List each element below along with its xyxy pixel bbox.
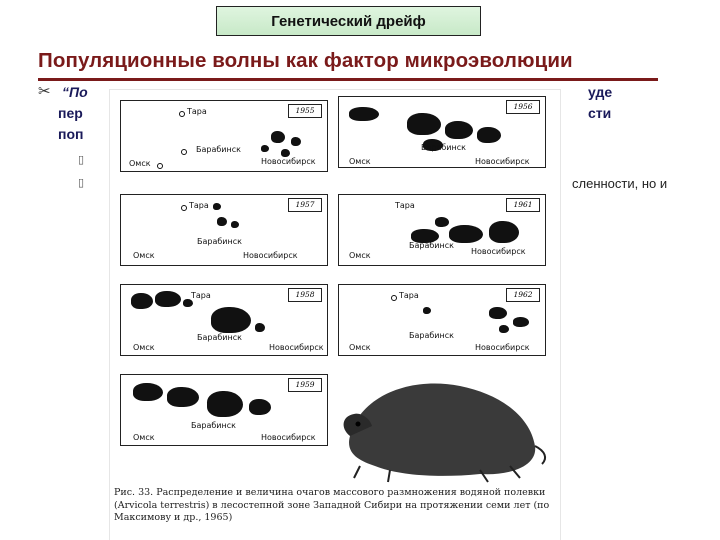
outbreak-blob [435,217,449,227]
sub-bullet-icon: ▯ [78,154,85,166]
outbreak-blob [271,131,285,143]
panel-year: 1958 [288,288,322,302]
city-label-novosibirsk: Новосибирск [471,247,526,256]
outbreak-blob [349,107,379,121]
bullet-text-line5-end: сленности, но и [572,176,668,191]
city-label-novosibirsk: Новосибирск [475,157,530,166]
heading-underline [38,78,658,81]
bullet-text-line1-end: уде [588,84,613,100]
city-label-omsk: Омск [129,159,151,168]
outbreak-blob [155,291,181,307]
city-label-barabinsk: Барабинск [191,421,236,430]
outbreak-blob [213,203,221,210]
city-label-tara: Тара [395,201,415,210]
city-label-barabinsk: Барабинск [197,237,242,246]
outbreak-blob [291,137,301,146]
outbreak-blob [449,225,483,243]
city-label-tara: Тара [191,291,211,300]
sub-bullet-icon: ▯ [78,177,85,189]
map-panel-1962 [338,284,546,356]
figure-vole-outbreak-maps [110,90,560,540]
outbreak-blob [489,307,507,319]
outbreak-blob [231,221,239,228]
outbreak-blob [255,323,265,332]
map-panel-1957 [120,194,328,266]
city-label-omsk: Омск [349,157,371,166]
bullet-text-line2-start: пер [58,105,83,121]
city-label-novosibirsk: Новосибирск [261,433,316,442]
panel-year: 1959 [288,378,322,392]
outbreak-blob [207,391,243,417]
outbreak-blob [477,127,501,143]
slide-title-box [216,6,481,36]
city-label-omsk: Омск [133,251,155,260]
city-marker [157,163,163,169]
city-label-barabinsk: Барабинск [421,143,466,152]
city-label-barabinsk: Барабинск [409,241,454,250]
outbreak-blob [211,307,251,333]
map-panel-1959 [120,374,328,446]
city-label-barabinsk: Барабинск [409,331,454,340]
city-label-tara: Тара [399,291,419,300]
outbreak-blob [513,317,529,327]
city-label-tara: Тара [395,107,415,116]
panel-year: 1961 [506,198,540,212]
bullet-text-line3-start: поп [58,126,84,142]
city-label-novosibirsk: Новосибирск [475,343,530,352]
map-panel-1958 [120,284,328,356]
bullet-arrow-icon: ✂ [38,83,51,100]
outbreak-blob [167,387,199,407]
bullet-text-line2-end: сти [588,105,612,121]
city-label-tara: Тара [191,381,211,390]
city-label-barabinsk: Барабинск [196,145,241,154]
city-label-omsk: Омск [349,251,371,260]
city-label-novosibirsk: Новосибирск [269,343,324,352]
outbreak-blob [133,383,163,401]
outbreak-blob [499,325,509,333]
city-label-tara: Тара [189,201,209,210]
city-marker [181,149,187,155]
bullet-text-line1-start: “По [62,84,88,100]
city-label-omsk: Омск [133,343,155,352]
outbreak-blob [217,217,227,226]
map-panel-1956 [338,96,546,168]
city-label-omsk: Омск [349,343,371,352]
outbreak-blob [281,149,290,157]
city-marker [181,205,187,211]
slide-heading: Популяционные волны как фактор микроэволюции [38,49,573,72]
panel-year: 1955 [288,104,322,118]
outbreak-blob [407,113,441,135]
figure-caption: Рис. 33. Распределение и величина очагов массового размножения водяной полевки (Arvicola terrestris) в лесостепной зоне Западной Сибири на протяжении семи лет (по Максимову и др., 1965) [114,487,550,523]
outbreak-blob [423,307,431,314]
panel-year: 1962 [506,288,540,302]
panel-year: 1957 [288,198,322,212]
outbreak-blob [489,221,519,243]
slide-title: Генетический дрейф [271,12,426,30]
outbreak-blob [249,399,271,415]
map-panel-1961 [338,194,546,266]
outbreak-blob [183,299,193,307]
city-marker [179,111,185,117]
water-vole-illustration [330,366,550,486]
panel-year: 1956 [506,100,540,114]
outbreak-blob [261,145,269,152]
city-label-barabinsk: Барабинск [197,333,242,342]
city-label-novosibirsk: Новосибирск [243,251,298,260]
city-label-novosibirsk: Новосибирск [261,157,316,166]
map-panel-1955 [120,100,328,172]
city-label-tara: Тара [187,107,207,116]
outbreak-blob [445,121,473,139]
outbreak-blob [131,293,153,309]
city-label-omsk: Омск [133,433,155,442]
city-marker [391,295,397,301]
